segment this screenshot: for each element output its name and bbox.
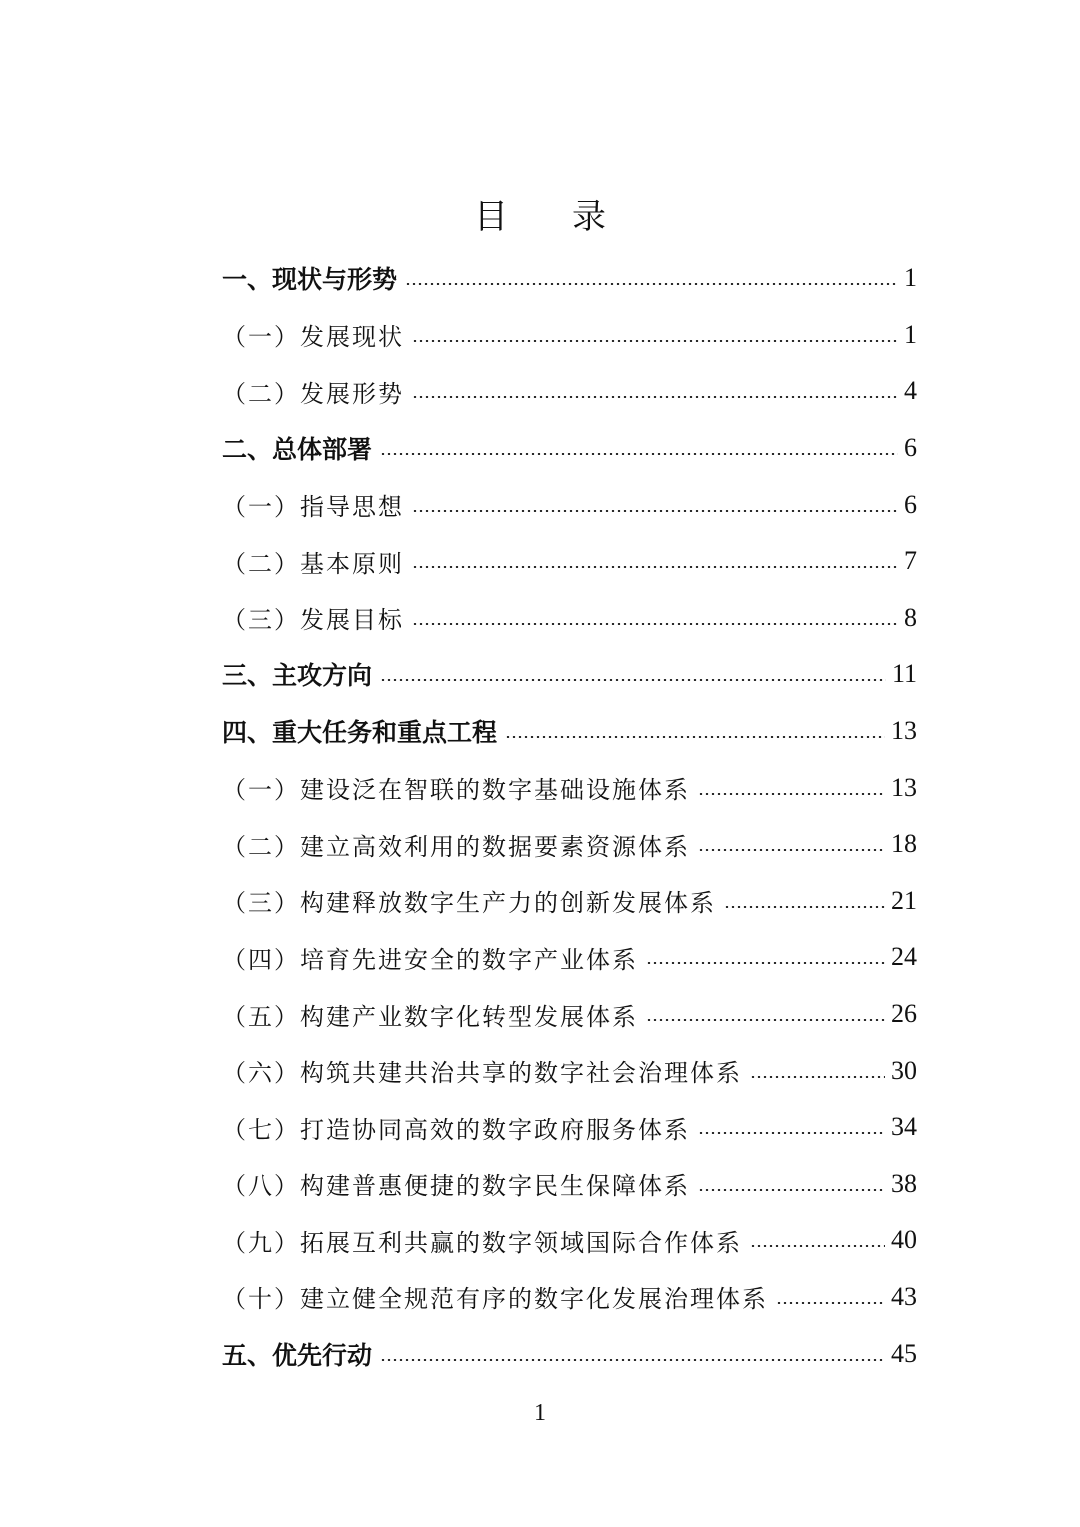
toc-entry-page-number: 45 xyxy=(891,1338,917,1368)
dot-leader xyxy=(380,1359,885,1361)
toc-entry-page-number: 24 xyxy=(891,942,917,972)
toc-entry-page-number: 1 xyxy=(904,263,917,293)
dot-leader xyxy=(412,566,898,568)
table-of-contents xyxy=(222,250,917,1382)
toc-entry-number: （六） xyxy=(222,1059,300,1088)
toc-entry-title: 拓展互利共赢的数字领域国际合作体系 xyxy=(300,1228,742,1257)
toc-entry-page-number: 40 xyxy=(891,1225,917,1255)
toc-entry[interactable] xyxy=(222,307,917,364)
toc-entry-title: 重大任务和重点工程 xyxy=(272,718,498,748)
dot-leader xyxy=(380,679,886,681)
toc-entry-page-number: 4 xyxy=(904,376,917,406)
toc-entry-number: （五） xyxy=(222,1002,300,1031)
toc-entry-page-number: 18 xyxy=(891,829,917,859)
dot-leader xyxy=(412,623,898,625)
toc-entry[interactable] xyxy=(222,1212,917,1269)
toc-entry[interactable] xyxy=(222,646,917,703)
dot-leader xyxy=(505,736,885,738)
toc-entry-page-number: 38 xyxy=(891,1168,917,1198)
page-title-char-1: 目 xyxy=(474,197,508,237)
toc-entry[interactable] xyxy=(222,816,917,873)
toc-entry-number: （一） xyxy=(222,323,300,352)
dot-leader xyxy=(380,453,898,455)
toc-entry[interactable] xyxy=(222,703,917,760)
toc-entry[interactable] xyxy=(222,1325,917,1382)
dot-leader xyxy=(646,962,885,964)
toc-entry-page-number: 8 xyxy=(904,602,917,632)
dot-leader xyxy=(776,1302,885,1304)
toc-entry[interactable] xyxy=(222,986,917,1043)
toc-entry[interactable] xyxy=(222,759,917,816)
dot-leader xyxy=(698,849,885,851)
page-title-char-2: 录 xyxy=(572,197,606,237)
dot-leader xyxy=(698,1189,885,1191)
toc-entry-page-number: 26 xyxy=(891,999,917,1029)
toc-entry-page-number: 6 xyxy=(904,433,917,463)
toc-entry-number: （三） xyxy=(222,606,300,635)
dot-leader xyxy=(750,1076,885,1078)
toc-entry[interactable] xyxy=(222,873,917,930)
toc-entry[interactable] xyxy=(222,590,917,647)
toc-entry-title: 优先行动 xyxy=(272,1340,373,1370)
dot-leader xyxy=(698,1132,885,1134)
toc-entry[interactable] xyxy=(222,1269,917,1326)
toc-entry-number: （三） xyxy=(222,889,300,918)
toc-entry-title: 发展现状 xyxy=(300,323,404,352)
toc-entry-number: （八） xyxy=(222,1172,300,1201)
toc-entry-page-number: 34 xyxy=(891,1112,917,1142)
dot-leader xyxy=(724,906,885,908)
toc-entry[interactable] xyxy=(222,363,917,420)
toc-entry-number: 一、 xyxy=(222,265,273,295)
toc-entry-page-number: 13 xyxy=(891,716,917,746)
toc-entry[interactable] xyxy=(222,250,917,307)
page-title xyxy=(0,192,1080,242)
toc-entry-title: 主攻方向 xyxy=(272,661,373,691)
toc-entry-number: 三、 xyxy=(222,661,273,691)
toc-entry[interactable] xyxy=(222,533,917,590)
footer-page-number: 1 xyxy=(534,1400,546,1426)
toc-entry[interactable] xyxy=(222,1156,917,1213)
toc-entry-number: 五、 xyxy=(222,1340,273,1370)
toc-entry-page-number: 43 xyxy=(891,1281,917,1311)
dot-leader xyxy=(412,340,898,342)
toc-entry[interactable] xyxy=(222,1042,917,1099)
dot-leader xyxy=(646,1019,885,1021)
toc-entry-number: （二） xyxy=(222,379,300,408)
toc-entry[interactable] xyxy=(222,476,917,533)
toc-entry-page-number: 21 xyxy=(891,885,917,915)
toc-entry-page-number: 6 xyxy=(904,489,917,519)
toc-entry-title: 建设泛在智联的数字基础设施体系 xyxy=(300,776,690,805)
toc-entry-title: 建立健全规范有序的数字化发展治理体系 xyxy=(300,1285,768,1314)
dot-leader xyxy=(698,793,885,795)
dot-leader xyxy=(405,283,898,285)
dot-leader xyxy=(412,510,898,512)
toc-entry-number: 四、 xyxy=(222,718,273,748)
toc-entry-number: （七） xyxy=(222,1115,300,1144)
toc-entry-title: 建立高效利用的数据要素资源体系 xyxy=(300,832,690,861)
toc-entry-page-number: 7 xyxy=(904,546,917,576)
toc-entry-number: （二） xyxy=(222,832,300,861)
toc-entry-number: （一） xyxy=(222,493,300,522)
toc-entry[interactable] xyxy=(222,420,917,477)
toc-entry-number: （一） xyxy=(222,776,300,805)
toc-entry-page-number: 1 xyxy=(904,319,917,349)
toc-entry-number: （二） xyxy=(222,549,300,578)
toc-entry-title: 发展目标 xyxy=(300,606,404,635)
toc-entry-title: 构建普惠便捷的数字民生保障体系 xyxy=(300,1172,690,1201)
toc-entry-number: （四） xyxy=(222,945,300,974)
toc-entry-page-number: 30 xyxy=(891,1055,917,1085)
toc-entry[interactable] xyxy=(222,1099,917,1156)
toc-entry-title: 构建释放数字生产力的创新发展体系 xyxy=(300,889,716,918)
toc-entry-page-number: 11 xyxy=(891,659,917,689)
toc-entry[interactable] xyxy=(222,929,917,986)
toc-entry-number: 二、 xyxy=(222,435,273,465)
toc-entry-title: 培育先进安全的数字产业体系 xyxy=(300,945,638,974)
toc-entry-title: 基本原则 xyxy=(300,549,404,578)
toc-entry-title: 总体部署 xyxy=(272,435,373,465)
toc-entry-page-number: 13 xyxy=(891,772,917,802)
toc-entry-title: 构建产业数字化转型发展体系 xyxy=(300,1002,638,1031)
dot-leader xyxy=(412,396,898,398)
toc-entry-title: 发展形势 xyxy=(300,379,404,408)
dot-leader xyxy=(750,1245,885,1247)
toc-entry-number: （九） xyxy=(222,1228,300,1257)
toc-entry-number: （十） xyxy=(222,1285,300,1314)
toc-entry-title: 打造协同高效的数字政府服务体系 xyxy=(300,1115,690,1144)
toc-entry-title: 构筑共建共治共享的数字社会治理体系 xyxy=(300,1059,742,1088)
toc-entry-title: 指导思想 xyxy=(300,493,404,522)
toc-entry-title: 现状与形势 xyxy=(272,265,398,295)
